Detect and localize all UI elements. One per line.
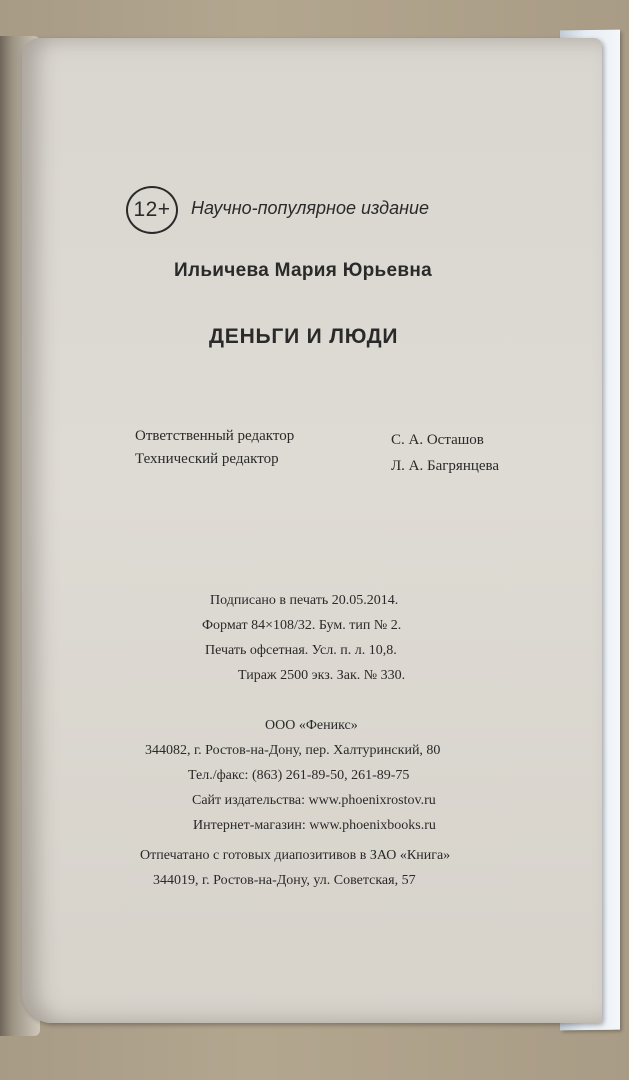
signed-to-print-line: Подписано в печать 20.05.2014. — [210, 593, 399, 608]
publisher-phone: Тел./факс: (863) 261-89-50, 261-89-75 — [188, 768, 410, 783]
book-page — [22, 38, 602, 1023]
printer-line: Отпечатано с готовых диапозитивов в ЗАО «Книга» — [140, 848, 451, 863]
publisher-shop: Интернет-магазин: www.phoenixbooks.ru — [193, 818, 436, 833]
credit-role: Технический редактор — [135, 451, 279, 467]
author-name: Ильичева Мария Юрьевна — [174, 260, 433, 281]
genre-label: Научно-популярное издание — [191, 198, 430, 218]
book-title: ДЕНЬГИ И ЛЮДИ — [209, 325, 399, 348]
format-line: Формат 84×108/32. Бум. тип № 2. — [202, 618, 402, 633]
age-rating-badge: 12+ — [126, 186, 178, 234]
publisher-name: ООО «Феникс» — [265, 718, 358, 733]
print-method-line: Печать офсетная. Усл. п. л. 10,8. — [205, 643, 397, 658]
credit-name: Л. А. Багрянцева — [391, 458, 500, 474]
credit-role: Ответственный редактор — [135, 428, 295, 444]
credit-name: С. А. Осташов — [391, 432, 484, 448]
print-run-line: Тираж 2500 экз. Зак. № 330. — [238, 668, 406, 683]
publisher-site: Сайт издательства: www.phoenixrostov.ru — [192, 793, 436, 808]
printer-address: 344019, г. Ростов-на-Дону, ул. Советская, 57 — [153, 873, 416, 888]
publisher-address: 344082, г. Ростов-на-Дону, пер. Халтуринский, 80 — [145, 743, 441, 758]
